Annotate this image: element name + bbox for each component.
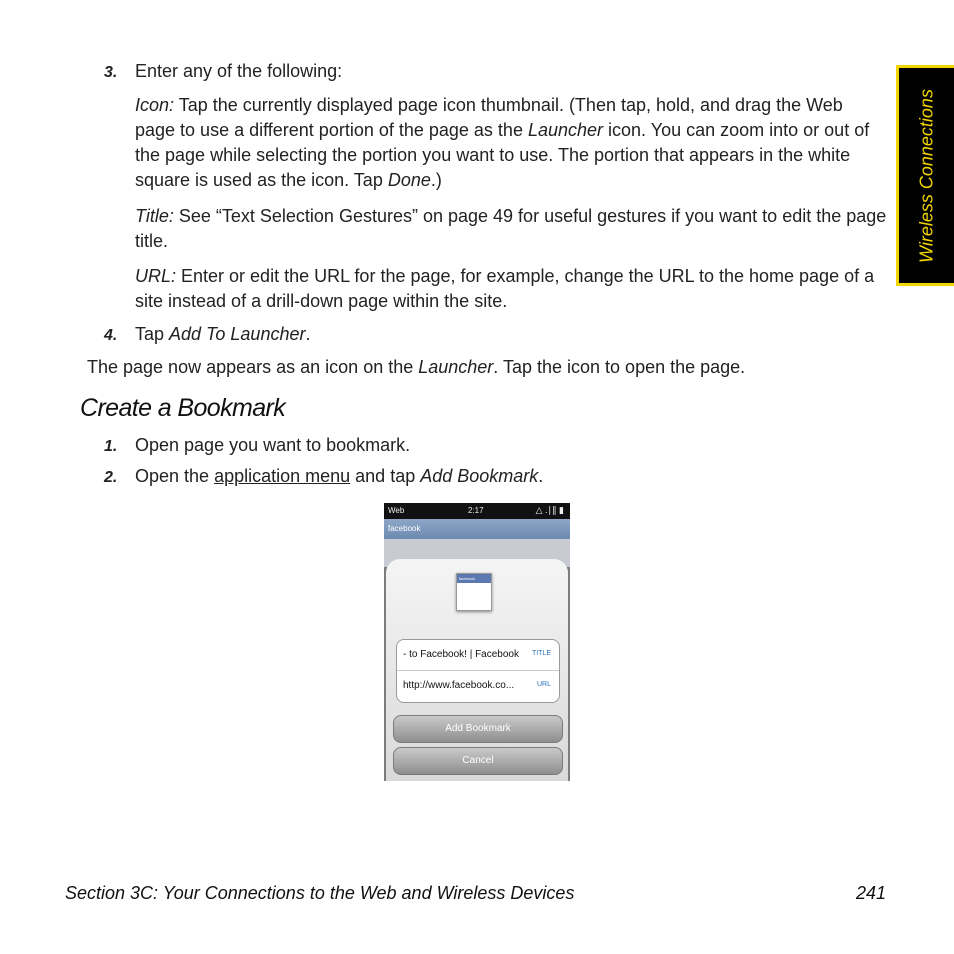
step-text-pre: Open the [135, 466, 215, 486]
note-text-pre: The page now appears as an icon on the [87, 357, 419, 377]
step-text [135, 464, 543, 489]
step-text: Open page you want to bookmark. [135, 435, 411, 455]
launcher-term: Launcher [418, 357, 494, 377]
step-action: Add To Launcher [169, 324, 306, 344]
step-text-post: . [538, 466, 544, 486]
step-text [135, 322, 311, 347]
footer-section: Section 3C: Your Connections to the Web and Wireless Devices [65, 883, 575, 903]
step-text-post: . [305, 324, 311, 344]
bookmark-fields [396, 639, 560, 703]
status-app-label: Web [388, 506, 405, 515]
step-text-pre: Tap [135, 324, 170, 344]
title-text: See “Text Selection Gestures” on page 49 for useful gestures if you want to edit the page title. [135, 206, 887, 251]
icon-text-2: icon. You can zoom into or out of the page while selecting the portion you want to use. The portion that appears in the white square is used as the icon. Tap [135, 120, 870, 190]
url-text: Enter or edit the URL for the page, for example, change the URL to the home page of a site instead of a drill-down page within the site. [135, 266, 875, 311]
url-value: http://www.facebook.co... [403, 680, 515, 691]
status-time: 2:17 [468, 506, 484, 515]
facebook-header [384, 519, 570, 539]
title-tag: TITLE [531, 650, 551, 657]
status-bar [384, 503, 570, 519]
add-bookmark-button[interactable]: Add Bookmark [393, 715, 563, 743]
cancel-button[interactable]: Cancel [393, 747, 563, 775]
field-divider [397, 670, 559, 671]
url-term: URL: [135, 266, 177, 286]
icon-text-3: .) [430, 170, 442, 190]
status-icons: △ .∣∥ ▮ [535, 505, 564, 515]
page-number: 241 [856, 883, 887, 903]
step-number: 2. [104, 469, 118, 486]
step-number: 1. [104, 438, 118, 455]
facebook-title: facebook [388, 524, 421, 533]
page-icon-thumbnail[interactable] [456, 573, 492, 611]
url-tag: URL [536, 681, 551, 688]
url-paragraph [135, 264, 887, 314]
url-field[interactable] [403, 680, 553, 691]
step-text: Enter any of the following: [135, 61, 343, 81]
title-field[interactable] [403, 649, 553, 660]
section-heading: Create a Bookmark [80, 394, 286, 422]
title-value: - to Facebook! | Facebook [403, 649, 519, 660]
icon-term: Icon: [135, 95, 175, 115]
add-bookmark-dialog [386, 559, 568, 781]
thumbnail-header: facebook [457, 574, 491, 583]
launcher-term: Launcher [527, 120, 604, 140]
title-paragraph [135, 204, 887, 254]
note-text-post: . Tap the icon to open the page. [493, 357, 746, 377]
done-term: Done [387, 170, 431, 190]
step-number: 3. [104, 64, 118, 81]
step-number: 4. [104, 327, 118, 344]
icon-text-1: Tap the currently displayed page icon thumbnail. (Then tap, hold, and drag the Web page to use a different portion of the page as the [135, 95, 843, 140]
icon-paragraph [135, 93, 875, 193]
side-tab-label: Wireless Connections [916, 88, 936, 263]
note-paragraph [87, 355, 745, 380]
phone-screenshot [384, 503, 570, 781]
application-menu-link[interactable]: application menu [214, 466, 351, 486]
title-term: Title: [135, 206, 174, 226]
section-side-tab [896, 65, 954, 286]
step-action: Add Bookmark [420, 466, 539, 486]
step-text-mid: and tap [350, 466, 421, 486]
